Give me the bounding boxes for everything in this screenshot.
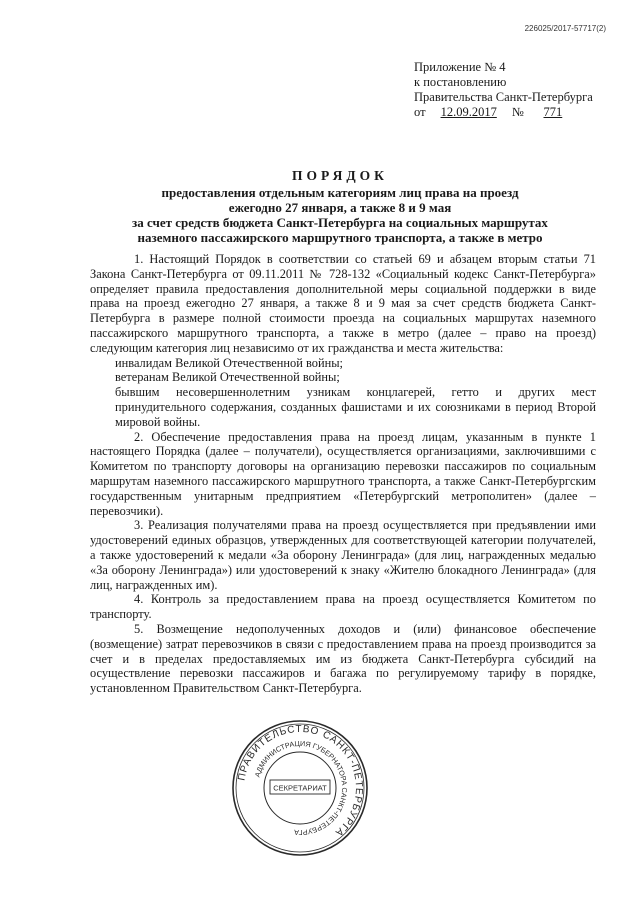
appendix-line-1: Приложение № 4 <box>414 60 506 74</box>
appendix-line-2: к постановлению <box>414 75 507 89</box>
stamp-center-text: СЕКРЕТАРИАТ <box>273 783 327 793</box>
from-label: от <box>414 105 426 119</box>
document-id: 226025/2017-57717(2) <box>524 24 606 33</box>
resolution-number: 771 <box>543 105 563 119</box>
appendix-block <box>414 60 593 120</box>
document-body <box>90 252 596 696</box>
title-heading: ПОРЯДОК <box>292 168 388 183</box>
stamp-outer-text: ПРАВИТЕЛЬСТВО САНКТ-ПЕТЕРБУРГА <box>236 723 365 839</box>
official-stamp <box>230 718 370 858</box>
list-item: бывшим несовершеннолетним узникам концлагерей, гетто и других мест принудительного содержания, созданных фашистами и их союзниками в период Второй мировой войны. <box>115 385 596 429</box>
appendix-line-3: Правительства Санкт-Петербурга <box>414 90 593 104</box>
title-line-4: наземного пассажирского маршрутного транспорта, а также в метро <box>137 230 543 245</box>
appendix-date-line <box>414 105 593 120</box>
stamp-inner-text: АДМИНИСТРАЦИЯ ГУБЕРНАТОРА САНКТ-ПЕТЕРБУРГА <box>252 738 350 838</box>
resolution-date: 12.09.2017 <box>440 105 497 119</box>
title-line-3: за счет средств бюджета Санкт-Петербурга на социальных маршрутах <box>132 215 548 230</box>
paragraph-1: 1. Настоящий Порядок в соответствии со статьей 69 и абзацем вторым статьи 71 Закона Санкт-Петербурга от 09.11.2011 № 728-132 «Социальный кодекс Санкт-Петербурга» определяет правила предоставления дополнительной меры социальной поддержки в виде права на проезд ежегодно 27 января, а также 8 и 9 мая за счет средств бюджета Санкт-Петербурга в размере полной стоимости проезда на социальных маршрутах наземного пассажирского маршрутного транспорта, а также в метро (далее – право на проезд) следующим категория лиц независимо от их гражданства и места жительства: <box>90 252 596 355</box>
title-line-1: предоставления отдельным категориям лиц права на проезд <box>161 185 519 200</box>
list-item: инвалидам Великой Отечественной войны; <box>115 355 343 370</box>
paragraph-2: 2. Обеспечение предоставления права на проезд лицам, указанным в пункте 1 настоящего Порядка (далее – получатели), осуществляется организациями, заключившими с Комитетом по транспорту договоры на организацию перевозки пассажиров по социальным маршрутам наземного пассажирского маршрутного транспорта, а также Санкт-Петербургским государственным унитарным предприятием «Петербургский метрополитен» (далее – перевозчики). <box>90 429 596 518</box>
paragraph-3: 3. Реализация получателями права на проезд осуществляется при предъявлении ими удостоверений единых образцов, утвержденных для соответствующей категории получателей, а также удостоверений к медали «За оборону Ленинграда» (для лиц, награжденных медалью «За оборону Ленинграда») или удостоверений к знаку «Жителю блокадного Ленинграда» (для лиц, награжденных им). <box>90 518 596 592</box>
paragraph-4: 4. Контроль за предоставлением права на проезд осуществляется Комитетом по транспорту. <box>90 592 596 622</box>
number-label: № <box>511 105 524 119</box>
list-item: ветеранам Великой Отечественной войны; <box>115 370 340 385</box>
paragraph-5: 5. Возмещение недополученных доходов и (или) финансовое обеспечение (возмещение) затрат перевозчиков в связи с предоставлением права на проезд производится за счет и в пределах предоставляемых им из бюджета Санкт-Петербурга субсидий на осуществление перевозки пассажиров и багажа по регулируемому тарифу в порядке, установленном Правительством Санкт-Петербурга. <box>90 621 596 696</box>
document-title <box>70 168 610 245</box>
title-line-2: ежегодно 27 января, а также 8 и 9 мая <box>228 200 452 215</box>
